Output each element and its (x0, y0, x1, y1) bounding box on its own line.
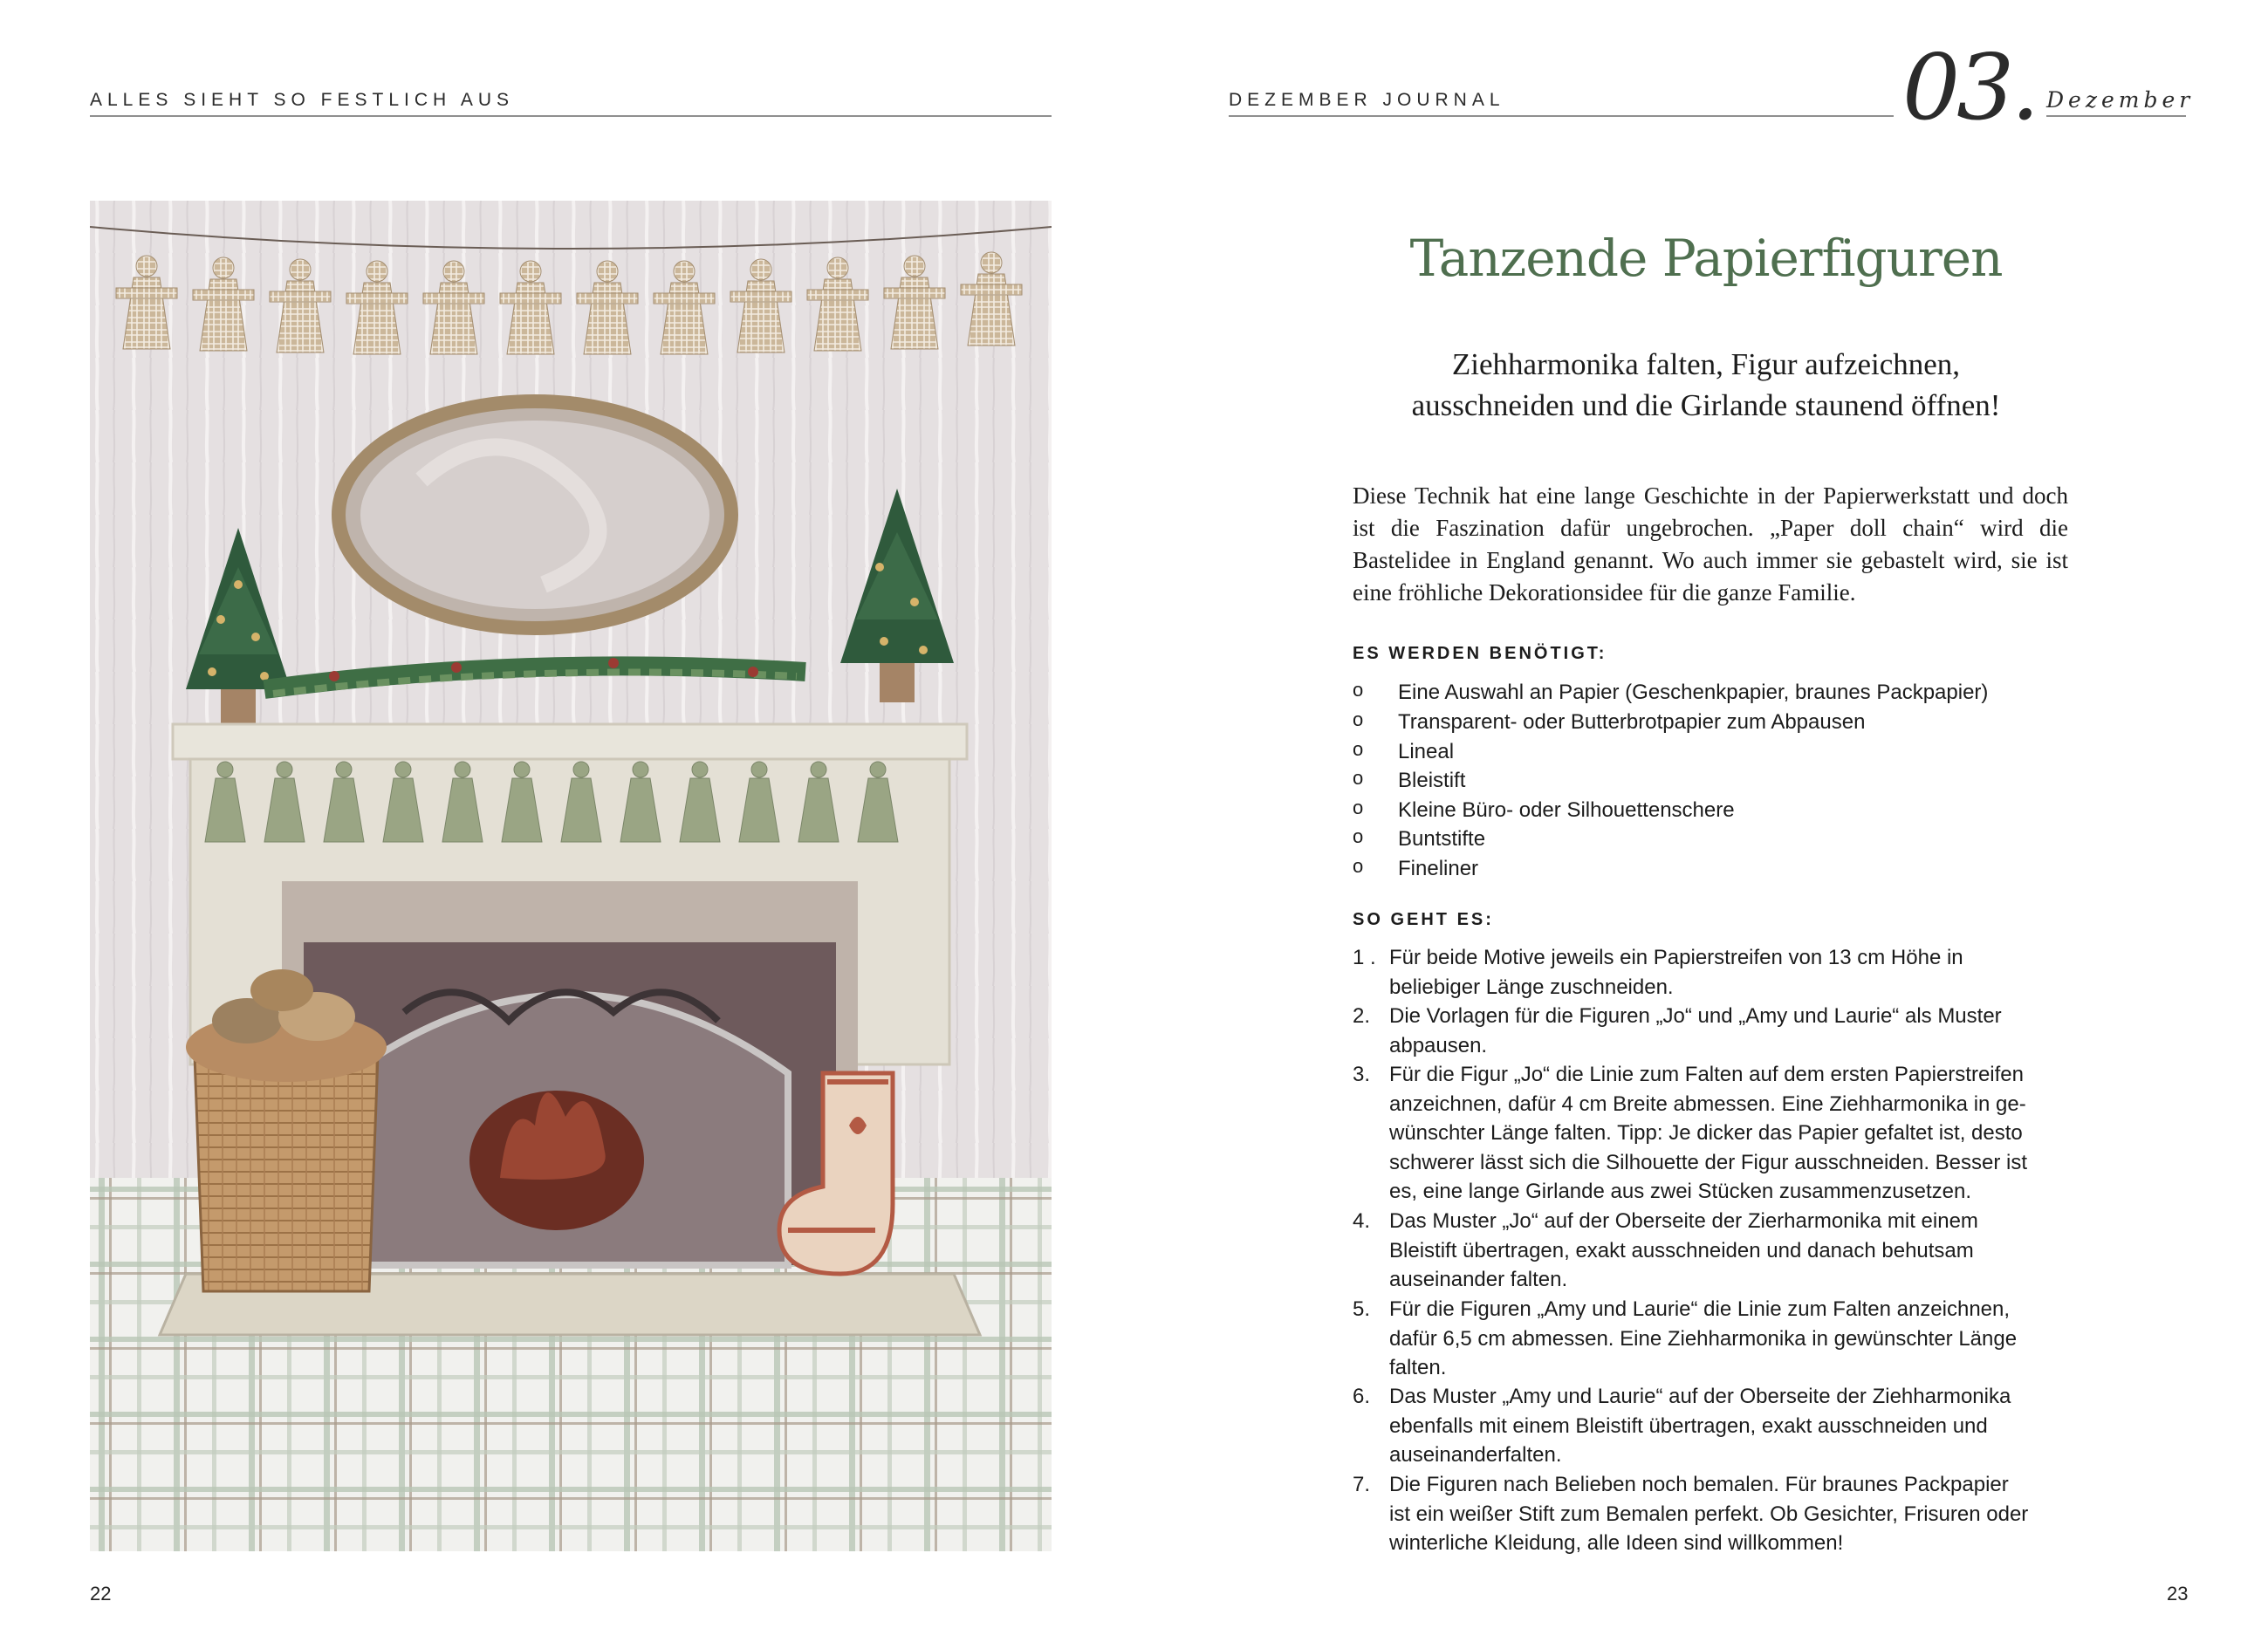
intro-paragraph: Diese Technik hat eine lange Geschichte in der Papierwerkstatt und doch ist die Faszination dafür ungebrochen. „Paper doll chain“ wird die Bastelidee in England genannt. Wo auch immer sie gebastelt wird, sie ist eine fröhliche Dekorationsidee für die ganze Familie. (1353, 482, 2068, 606)
bullet: o (1353, 825, 1364, 847)
materials-item-text: Transparent- oder Butterbrotpapier zum Abpausen (1398, 710, 1866, 734)
bullet: o (1353, 767, 1364, 789)
date-marker (1894, 34, 2195, 140)
step-number: 5. (1353, 1297, 1371, 1321)
subtitle-line-1: Ziehharmonika falten, Figur aufzeichnen, (1451, 347, 1961, 381)
step-line: Das Muster „Amy und Laurie“ auf der Oberseite der Ziehharmonika (1389, 1385, 2011, 1408)
fireplace-illustration (90, 201, 1052, 1551)
step-line: auseinanderfalten. (1389, 1443, 1562, 1468)
step-line: dafür 6,5 cm abmessen. Eine Ziehharmonika in gewünschter Länge (1389, 1326, 2018, 1351)
step-line: schwerer lässt sich die Silhouette der Figur ausschneiden. Besser ist (1389, 1150, 2028, 1174)
fireplace-christmas-illustration-icon (90, 201, 1052, 1551)
step-number: 3. (1353, 1063, 1371, 1086)
step-number: 2. (1353, 1004, 1371, 1028)
page-title: Tanzende Papierfiguren (1409, 229, 2003, 288)
step-number: 6. (1353, 1385, 1371, 1408)
materials-item-text: Eine Auswahl an Papier (Geschenkpapier, braunes Packpapier) (1398, 681, 1989, 704)
running-head-left: ALLES SIEHT SO FESTLICH AUS (90, 90, 515, 110)
materials-item-text: Fineliner (1398, 857, 1479, 880)
step-line: es, eine lange Girlande aus zwei Stücken zusammenzusetzen. (1389, 1180, 1972, 1204)
steps-heading: SO GEHT ES: (1353, 910, 1494, 929)
subtitle (1270, 344, 2142, 426)
page-number-right: 23 (2167, 1583, 2189, 1605)
page-number-left: 22 (90, 1583, 112, 1605)
date-month-rule (2046, 115, 2186, 117)
bullet: o (1353, 679, 1364, 701)
step-line: Die Vorlagen für die Figuren „Jo“ und „Amy und Laurie“ als Muster (1389, 1004, 2002, 1028)
materials-item-text: Bleistift (1398, 769, 1466, 792)
date-number: 03. (1902, 34, 2037, 140)
step-line: ist ein weißer Stift zum Bemalen perfekt. Ob Gesichter, Frisuren oder (1389, 1502, 2029, 1526)
bullet: o (1353, 855, 1364, 877)
step-line: Die Figuren nach Belieben noch bemalen. Für braunes Packpapier (1389, 1473, 2009, 1496)
step-line: Bleistift übertragen, exakt ausschneiden und danach behutsam (1389, 1238, 1974, 1262)
bullet: o (1353, 738, 1364, 760)
step-line: anzeichnen, dafür 4 cm Breite abmessen. Eine Ziehharmonika in ge- (1389, 1091, 2026, 1116)
materials-item-text: Lineal (1398, 740, 1455, 763)
step-number: 4. (1353, 1209, 1371, 1233)
bullet: o (1353, 708, 1364, 730)
step-line: winterliche Kleidung, alle Ideen sind willkommen! (1389, 1531, 1844, 1556)
materials-heading: ES WERDEN BENÖTIGT: (1353, 644, 1607, 663)
step-number: 1 . (1353, 946, 1376, 969)
step-line: Für beide Motive jeweils ein Papierstreifen von 13 cm Höhe in (1389, 946, 1963, 969)
running-head-right: DEZEMBER JOURNAL (1229, 90, 1505, 110)
step-number: 7. (1353, 1473, 1371, 1496)
step-line: ebenfalls mit einem Bleistift übertragen, exakt ausschneiden und (1389, 1413, 1988, 1438)
header-rule-right (1229, 115, 1894, 117)
step-line: auseinander falten. (1389, 1268, 1568, 1292)
step-line: beliebiger Länge zuschneiden. (1389, 975, 1674, 999)
step-line: Für die Figuren „Amy und Laurie“ die Linie zum Falten anzeichnen, (1389, 1297, 2011, 1321)
header-rule-left (90, 115, 1052, 117)
step-line: falten. (1389, 1356, 1447, 1380)
step-line: Das Muster „Jo“ auf der Oberseite der Zierharmonika mit einem (1389, 1209, 1978, 1233)
bullet: o (1353, 797, 1364, 818)
step-line: Für die Figur „Jo“ die Linie zum Falten auf dem ersten Papierstreifen (1389, 1063, 2024, 1086)
step-line: abpausen. (1389, 1033, 1488, 1057)
materials-item-text: Kleine Büro- oder Silhouettenschere (1398, 798, 1735, 822)
date-month: Dezember (2046, 87, 2195, 113)
step-line: wünschter Länge falten. Tipp: Je dicker das Papier gefaltet ist, desto (1389, 1121, 2023, 1146)
materials-item-text: Buntstifte (1398, 827, 1486, 851)
subtitle-line-2: ausschneiden und die Girlande staunend öffnen! (1411, 388, 2001, 422)
